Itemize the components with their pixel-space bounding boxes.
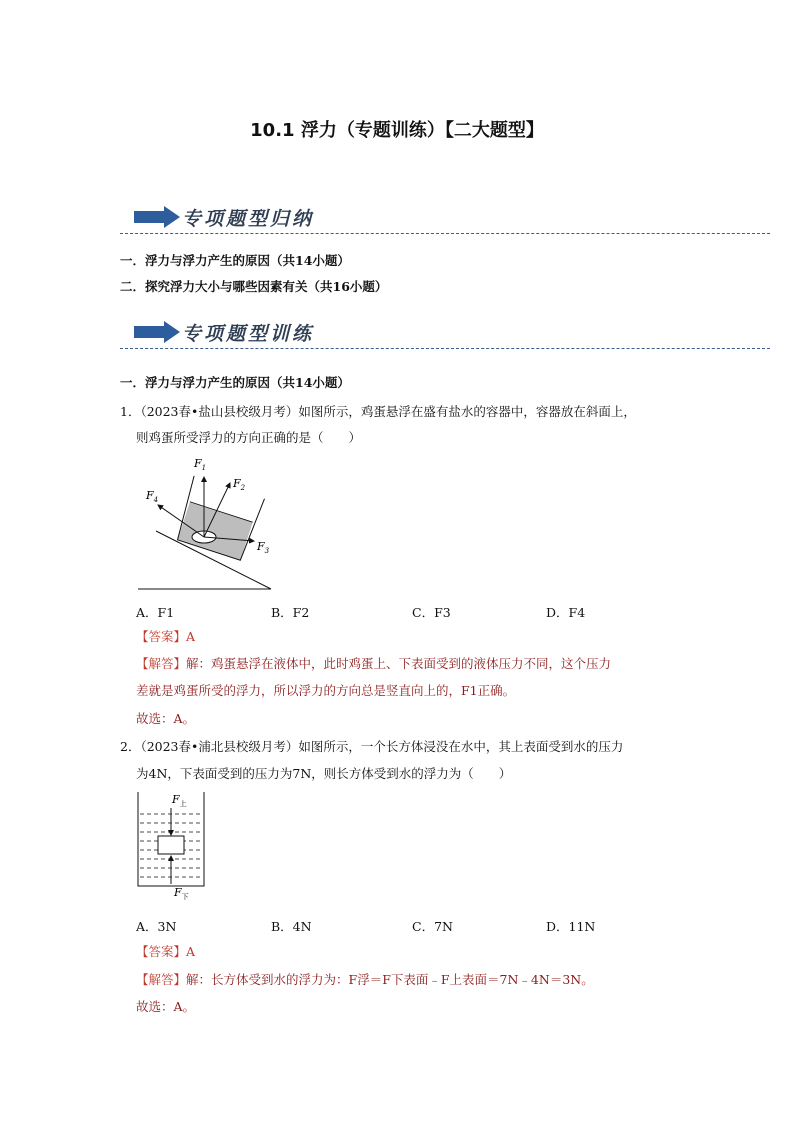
label-f1: $F_1$ <box>194 457 207 472</box>
section-banner-training <box>120 315 770 355</box>
toc-item-1[interactable]: 一．浮力与浮力产生的原因（共14小题） <box>120 253 350 268</box>
q2-solution <box>136 971 594 989</box>
question-2-figure <box>136 790 208 905</box>
label-f2: $F_2$ <box>233 477 246 492</box>
answer-label: 【答案】 <box>136 944 187 959</box>
label-f-top: $F_上$ <box>172 793 187 808</box>
q1-option-a[interactable]: A．F1 <box>136 605 175 620</box>
label-f4: $F_4$ <box>146 489 159 504</box>
answer-label: 【答案】 <box>136 629 187 644</box>
question-2-text: 2．（2023春•浦北县校级月考）如图所示，一个长方体浸没在水中，其上表面受到水的压力 <box>120 739 624 754</box>
q1-option-d[interactable]: D．F4 <box>546 605 586 620</box>
question-1-figure <box>136 455 286 595</box>
q1-solution <box>136 655 611 673</box>
solution-label: 【解答】 <box>136 656 187 671</box>
q2-option-d[interactable]: D．11N <box>546 919 596 934</box>
divider <box>120 348 770 349</box>
section-banner-summary <box>120 200 770 240</box>
q1-answer <box>136 628 195 646</box>
banner-label: 专项题型训练 <box>182 323 315 345</box>
q2-choice: 故选：A。 <box>136 999 196 1014</box>
solution-text: 解：长方体受到水的浮力为：F浮＝F下表面﹣F上表面＝7N﹣4N＝3N。 <box>186 972 594 987</box>
solution-text: 解：鸡蛋悬浮在液体中，此时鸡蛋上、下表面受到的液体压力不同，这个压力 <box>186 656 612 671</box>
arrow-right-icon <box>134 206 180 228</box>
label-f3: $F_3$ <box>257 540 270 555</box>
question-1-text: 1．（2023春•盐山县校级月考）如图所示，鸡蛋悬浮在盛有盐水的容器中，容器放在斜面上， <box>120 404 636 419</box>
toc-item-2[interactable]: 二．探究浮力大小与哪些因素有关（共16小题） <box>120 279 388 294</box>
page-title: 10.1 浮力（专题训练）【二大题型】 <box>250 120 544 141</box>
q1-choice: 故选：A。 <box>136 711 196 726</box>
q2-answer <box>136 943 195 961</box>
divider <box>120 233 770 234</box>
label-f-bottom: $F_下$ <box>174 886 189 901</box>
q1-option-b[interactable]: B．F2 <box>271 605 310 620</box>
section-heading: 一．浮力与浮力产生的原因（共14小题） <box>120 375 350 390</box>
q2-option-a[interactable]: A．3N <box>136 919 177 934</box>
banner-label: 专项题型归纳 <box>182 208 315 230</box>
answer-value: A <box>186 629 196 644</box>
question-1-text-2: 则鸡蛋所受浮力的方向正确的是（ ） <box>136 430 362 445</box>
answer-value: A <box>186 944 196 959</box>
q2-option-b[interactable]: B．4N <box>271 919 312 934</box>
q1-solution-2: 差就是鸡蛋所受的浮力，所以浮力的方向总是竖直向上的，F1正确。 <box>136 683 516 698</box>
question-2-text-2: 为4N，下表面受到的压力为7N，则长方体受到水的浮力为（ ） <box>136 766 512 781</box>
arrow-right-icon <box>134 321 180 343</box>
solution-label: 【解答】 <box>136 972 187 987</box>
q1-option-c[interactable]: C．F3 <box>412 605 451 620</box>
q2-option-c[interactable]: C．7N <box>412 919 453 934</box>
